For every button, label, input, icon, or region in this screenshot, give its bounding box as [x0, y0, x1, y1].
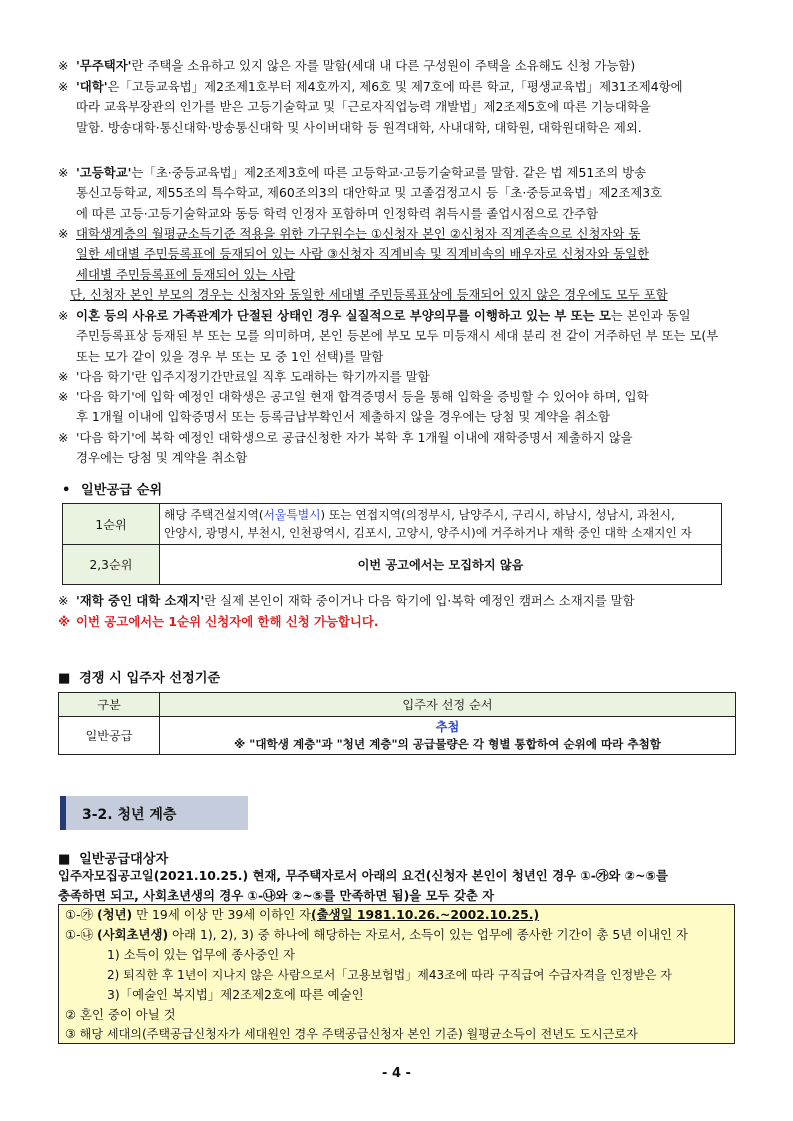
note-divorce: ※ 이혼 등의 사유로 가족관계가 단절된 상태인 경우 실질적으로 부양의무를 이행하고 있는 부 또는 모는 본인과 동일 주민등록표상 등재된 부 또는 모를 의미하며, 본인 등본에 부모 모두 미등재시 세대 분리 전 같이 거주하던 부 또는 모(부 또는 모가 같이 있을 경우 부 또는 모 중 1인 선택)를 말함: [58, 308, 719, 364]
note-rank1-only: ※ 이번 공고에서는 1순위 신청자에 한해 신청 가능합니다.: [58, 614, 379, 629]
city-highlight: 서울특별시: [263, 508, 321, 522]
rank-1-description: 해당 주택건설지역(서울특별시) 또는 연접지역(의정부시, 남양주시, 구리시, 하남시, 성남시, 과천시, 안양시, 광명시, 부천시, 인천광역시, 김포시, 고양시, 양주시)에 거주하거나 재학 중인 대학 소재지인 자: [160, 504, 722, 545]
req-sub-2: 2) 퇴직한 후 1년이 지나지 않은 사람으로서「고용보험법」제43조에 따라 구직급여 수급자격을 인정받은 자: [107, 968, 672, 982]
section-selection-heading: ■ 경쟁 시 입주자 선정기준: [58, 671, 221, 686]
req-sub-1: 1) 소득이 있는 업무에 종사중인 자: [107, 947, 296, 962]
note-next-semester: ※ '다음 학기'란 입주지정기간만료일 직후 도래하는 학기까지를 말함: [58, 369, 430, 384]
draw-label: 추첨: [435, 719, 460, 734]
section-general-rank-heading: • 일반공급 순위: [62, 483, 163, 498]
section-eligibility-heading: ■ 일반공급대상자: [58, 852, 169, 867]
rank-table: [62, 503, 722, 585]
note-admission: ※ '다음 학기'에 입학 예정인 대학생은 공고일 현재 합격증명서 등을 통해 입학을 증빙할 수 있어야 하며, 입학 후 1개월 이내에 입학증명서 또는 등록금납부확인서 제출하지 않을 경우에는 당첨 및 계약을 취소함: [58, 389, 649, 425]
selection-table: [58, 692, 736, 755]
req-income: ③ 해당 세대의(주택공급신청자가 세대원인 경우 주택공급신청자 본인 기준) 월평균소득이 전년도 도시근로자: [65, 1027, 638, 1041]
note-highschool: ※ '고등학교'는「초·중등교육법」제2조제3호에 따른 고등학교·고등기술학교를 말함. 같은 법 제51조의 방송 통신고등학교, 제55조의 특수학교, 제60조의3의 대안학교 및 고졸검정고시 등「초·중등교육법」제2조제3호 에 따른 고등·고등기술학교와 동등 학력 인정자 포함하며 인정학력 취득시를 졸업시점으로 간주함: [58, 165, 663, 221]
note-mark: ※: [58, 58, 69, 73]
req-youth: ①-㉮ (청년) 만 19세 이상 만 39세 이하인 자(출생일 1981.10.26.~2002.10.25.): [65, 907, 540, 922]
note-homeless: ※ '무주택자'란 주택을 소유하고 있지 않은 자를 말함(세대 내 다른 구성원이 주택을 소유해도 신청 가능함): [58, 56, 738, 76]
page-number: - 4 -: [382, 1066, 411, 1081]
note-university: ※ '대학'은「고등교육법」제2조제1호부터 제4호까지, 제6호 및 제7호에 따른 학교,「평생교육법」제31조제4항에 따라 교육부장관의 인가를 받은 고등기술학교 및「근로자직업능력 개발법」제2조제5호에 따른 기능대학을 말함. 방송대학·통신대학·방송통신대학 및 사이버대학 등 원격대학, 사내대학, 대학원, 대학원대학은 제외.: [58, 79, 683, 135]
note-parents-included: 단, 신청자 본인 부모의 경우는 신청자와 동일한 세대별 주민등록표상에 등재되어 있지 않은 경우에도 모두 포함: [70, 287, 668, 303]
req-sub-3: 3)「예술인 복지법」제2조제2호에 따른 예술인: [107, 987, 364, 1002]
table-row: 구분 입주자 선정 순서: [59, 693, 736, 717]
eligibility-intro: 입주자모집공고일(2021.10.25.) 현재, 무주택자로서 아래의 요건(신청자 본인이 청년인 경우 ①-㉮와 ②~⑤를 충족하면 되고, 사회초년생의 경우 ①-㉯와 ②~⑤를 만족하면 됨)을 모두 갖춘 자: [58, 868, 668, 903]
note-household-members: ※ 대학생계층의 월평균소득기준 적용을 위한 가구원수는 ①신청자 본인 ②신청자 직계존속으로 신청자와 동 일한 세대별 주민등록표에 등재되어 있는 사람 ③신청자 직계비속 및 직계비속의 배우자로 신청자와 동일한 세대별 주민등록표에 등재되어 있는 사람 단, 신청자 본인 부모의 경우는 신청자와 동일한 세대별 주민등록표상에 등재되어 있지 않은 경우에도 모두 포함: [58, 224, 738, 306]
note-campus-location: ※ '재학 중인 대학 소재지'란 실제 본인이 재학 중이거나 다음 학기에 입·복학 예정인 캠퍼스 소재지를 말함: [58, 593, 635, 608]
note-return-to-school: ※ '다음 학기'에 복학 예정인 대학생으로 공급신청한 자가 복학 후 1개월 이내에 재학증명서 제출하지 않을 경우에는 당첨 및 계약을 취소함: [58, 430, 633, 466]
requirements-box: [58, 904, 735, 1044]
table-row: 일반공급 추첨 ※ "대학생 계층"과 "청년 계층"의 공급물량은 각 형별 통합하여 순위에 따라 추첨함: [59, 717, 736, 755]
section-banner-youth: 3-2. 청년 계층: [60, 796, 248, 830]
table-row: 2,3순위 이번 공고에서는 모집하지 않음: [63, 545, 722, 585]
table-row: 1순위 해당 주택건설지역(서울특별시) 또는 연접지역(의정부시, 남양주시, 구리시, 하남시, 성남시, 과천시, 안양시, 광명시, 부천시, 인천광역시, 김포시, 고양시, 양주시)에 거주하거나 재학 중인 대학 소재지인 자: [63, 504, 722, 545]
req-new-worker: ①-㉯ (사회초년생) 아래 1), 2), 3) 중 하나에 해당하는 자로서, 소득이 있는 업무에 종사한 기간이 총 5년 이내인 자: [65, 927, 688, 942]
req-unmarried: ② 혼인 중이 아닐 것: [65, 1007, 176, 1022]
